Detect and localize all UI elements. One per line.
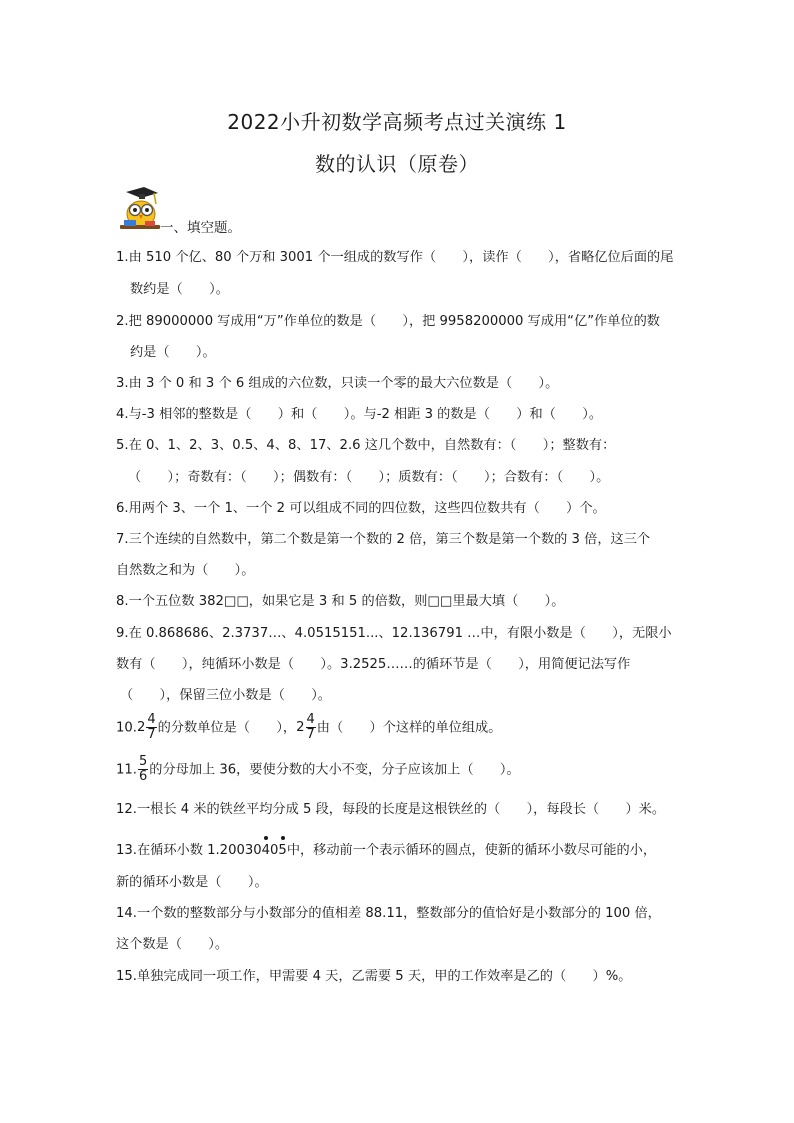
question-10: [116, 713, 686, 742]
question-3: 3.由 3 个 0 和 3 个 6 组成的六位数，只读一个零的最大六位数是（ ）。: [116, 376, 559, 391]
mixed-number-whole: 2: [136, 719, 146, 735]
question-14-line-1: 14.一个数的整数部分与小数部分的值相差 88.11，整数部分的值恰好是小数部分的 100 倍，: [116, 906, 661, 921]
fraction: [146, 713, 156, 742]
question-10-suffix: 由（ ）个这样的单位组成。: [316, 720, 502, 736]
repeating-digit: 0: [270, 843, 279, 858]
question-8: 8.一个五位数 382□□，如果它是 3 和 5 的倍数，则□□里最大填（ ）。: [116, 594, 565, 609]
question-5-line-2: （ ）；奇数有：（ ）；偶数有：（ ）；质数有：（ ）；合数有：（ ）。: [128, 470, 610, 485]
question-15: 15.单独完成同一项工作，甲需要 4 天，乙需要 5 天，甲的工作效率是乙的（ ）%。: [116, 969, 632, 984]
question-6: 6.用两个 3、一个 1、一个 2 可以组成不同的四位数，这些四位数共有（ ）个。: [116, 501, 606, 516]
fraction-numerator: 4: [147, 712, 156, 727]
question-1-line-1: 1.由 510 个亿、80 个万和 3001 个一组成的数写作（ ），读作（ ），省略亿位后面的尾: [116, 250, 674, 265]
question-5-line-1: 5.在 0、1、2、3、0.5、4、8、17、2.6 这几个数中，自然数有：（ ）；整数有：: [116, 438, 616, 453]
question-9-line-3: （ ），保留三位小数是（ ）。: [120, 688, 331, 703]
question-10-prefix: 10.: [116, 720, 137, 736]
question-11: [116, 755, 686, 784]
document-subtitle: 数的认识（原卷）: [315, 152, 479, 176]
question-10-middle: 的分数单位是（ ），: [157, 720, 297, 736]
question-9-line-1: 9.在 0.868686、2.3737…、4.0515151...、12.136791 …中，有限小数是（ ），无限小: [116, 626, 672, 641]
fraction-denominator: 6: [138, 769, 148, 784]
fraction: [138, 755, 148, 784]
fraction-numerator: 5: [138, 754, 148, 769]
section-header: [114, 186, 414, 236]
fraction-denominator: 7: [147, 727, 156, 742]
question-11-suffix: 的分母加上 36，要使分数的大小不变，分子应该加上（ ）。: [149, 762, 520, 778]
question-12: 12.一根长 4 米的铁丝平均分成 5 段，每段的长度是这根铁丝的（ ），每段长（ ）米。: [116, 802, 666, 817]
question-13-suffix: 中，移动前一个表示循环的圆点，使新的循环小数尽可能的小，: [286, 843, 657, 858]
section-label: 一、填空题。: [160, 220, 241, 236]
question-7-line-2: 自然数之和为（ ）。: [116, 563, 255, 578]
question-11-prefix: 11.: [116, 762, 137, 778]
question-2-line-1: 2.把 89000000 写成用“万”作单位的数是（ ），把 9958200000 写成用“亿”作单位的数: [116, 314, 660, 329]
question-2-line-2: 约是（ ）。: [130, 345, 216, 360]
document-title: 2022小升初数学高频考点过关演练 1: [227, 110, 567, 134]
question-7-line-1: 7.三个连续的自然数中，第二个数是第一个数的 2 倍，第三个数是第一个数的 3 倍，这三个: [116, 532, 651, 547]
fraction-numerator: 4: [306, 712, 315, 727]
question-9-line-2: 数有（ ），纯循环小数是（ ）。3.2525……的循环节是（ ），用简便记法写作: [116, 657, 631, 672]
owl-graduate-icon: [114, 186, 166, 232]
question-13-prefix: 13.在循环小数 1.20030: [116, 843, 262, 858]
repeating-digit-dotted: 5: [278, 843, 287, 858]
mixed-number-whole: 2: [296, 719, 305, 735]
question-1-line-2: 数约是（ ）。: [130, 282, 229, 297]
question-4: 4.与-3 相邻的整数是（ ）和（ ）。与-2 相距 3 的数是（ ）和（ ）。: [116, 407, 603, 422]
fraction-denominator: 7: [306, 727, 315, 742]
question-13-line-1: [116, 843, 686, 859]
question-14-line-2: 这个数是（ ）。: [116, 937, 229, 952]
repeating-digit-dotted: 4: [261, 843, 271, 858]
fraction: [306, 713, 316, 742]
question-13-line-2: 新的循环小数是（ ）。: [116, 875, 268, 890]
